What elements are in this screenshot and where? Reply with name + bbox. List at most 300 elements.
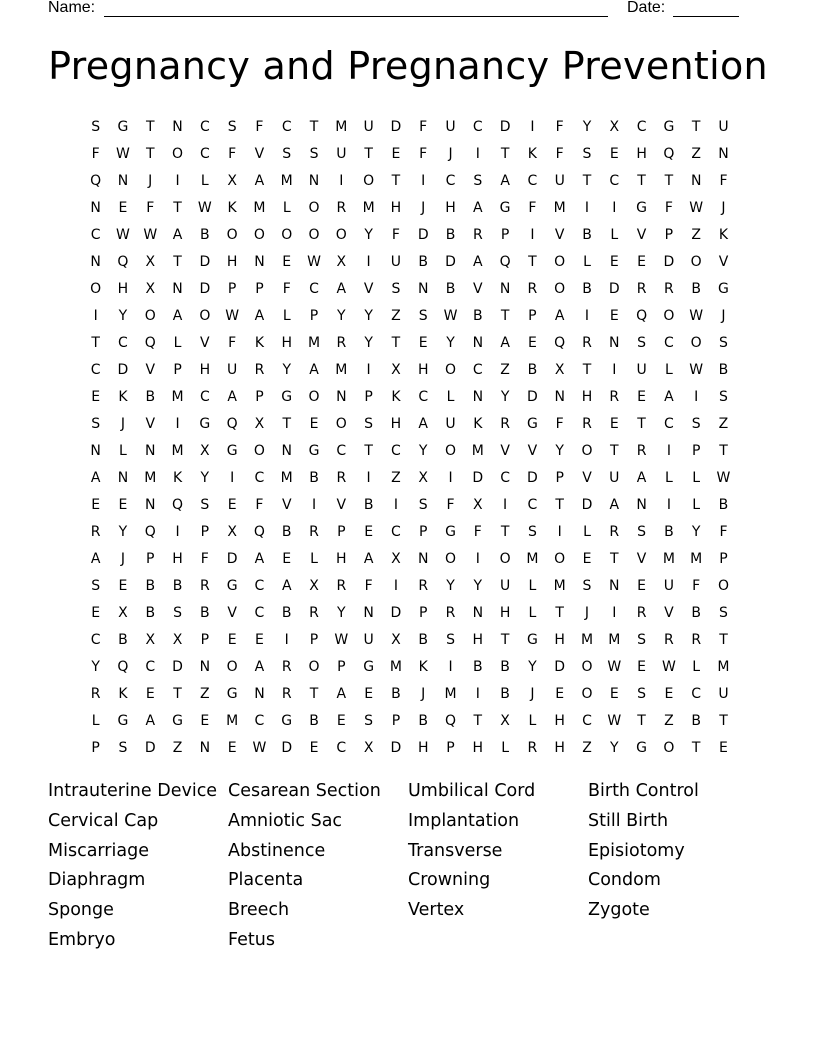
grid-letter: C — [391, 442, 401, 459]
grid-letter: M — [580, 631, 594, 648]
grid-letter: B — [500, 658, 510, 675]
grid-letter: Q — [172, 496, 184, 513]
grid-letter: A — [172, 307, 183, 324]
grid-letter: N — [281, 442, 292, 459]
grid-letter: Q — [226, 415, 238, 432]
grid-letter: L — [610, 226, 619, 243]
grid-letter: T — [145, 118, 155, 135]
grid-letter: V — [254, 145, 265, 162]
grid-letter: C — [309, 280, 319, 297]
grid-letter: E — [582, 550, 592, 567]
grid-letter: T — [719, 631, 728, 648]
grid-letter: U — [554, 172, 565, 189]
grid-letter: X — [145, 253, 156, 270]
grid-letter: V — [554, 226, 565, 243]
grid-letter: I — [366, 361, 371, 378]
grid-letter: R — [664, 631, 674, 648]
grid-letter: U — [636, 361, 647, 378]
grid-letter: S — [446, 631, 455, 648]
grid-letter: Z — [664, 712, 674, 729]
grid-letter: B — [418, 253, 429, 270]
grid-letter: S — [309, 145, 319, 162]
grid-letter: S — [91, 577, 101, 594]
grid-letter: G — [199, 415, 211, 432]
grid-letter: J — [148, 172, 153, 189]
grid-letter: D — [117, 361, 129, 378]
word-list-item: Implantation — [408, 810, 520, 831]
date-blank-line[interactable] — [673, 16, 739, 17]
grid-letter: Y — [473, 577, 483, 594]
grid-letter: D — [608, 280, 620, 297]
grid-letter: C — [254, 469, 265, 486]
grid-letter: M — [253, 199, 266, 216]
grid-letter: P — [255, 280, 264, 297]
grid-letter: N — [472, 388, 484, 405]
grid-letter: C — [254, 712, 265, 729]
grid-letter: T — [173, 253, 182, 270]
grid-letter: R — [527, 739, 538, 756]
grid-letter: E — [637, 577, 647, 594]
grid-letter: G — [445, 523, 456, 540]
grid-letter: R — [472, 226, 483, 243]
grid-letter: B — [418, 631, 429, 648]
grid-letter: M — [690, 550, 703, 567]
grid-letter: G — [363, 658, 375, 675]
grid-letter: H — [117, 280, 129, 297]
grid-letter: P — [719, 550, 728, 567]
grid-letter: F — [364, 577, 373, 594]
grid-letter: G — [117, 712, 129, 729]
grid-letter: N — [199, 739, 211, 756]
grid-letter: T — [500, 307, 510, 324]
grid-letter: F — [555, 145, 564, 162]
grid-letter: F — [255, 118, 264, 135]
grid-letter: D — [226, 550, 238, 567]
grid-letter: O — [172, 145, 184, 162]
grid-letter: I — [584, 199, 590, 216]
grid-letter: R — [445, 604, 456, 621]
grid-letter: L — [200, 172, 209, 189]
grid-letter: K — [227, 199, 237, 216]
word-list-item: Fetus — [228, 929, 275, 950]
grid-letter: P — [173, 361, 182, 378]
grid-letter: X — [145, 631, 156, 648]
grid-letter: D — [199, 253, 211, 270]
grid-letter: K — [118, 685, 128, 702]
grid-letter: G — [308, 442, 320, 459]
grid-letter: W — [716, 469, 731, 486]
grid-letter: B — [473, 307, 483, 324]
grid-letter: Y — [610, 739, 619, 756]
grid-letter: O — [554, 550, 566, 567]
grid-letter: O — [308, 226, 320, 243]
grid-letter: F — [419, 145, 428, 162]
grid-letter: Q — [144, 523, 156, 540]
grid-letter: F — [200, 550, 209, 567]
word-list-item: Cervical Cap — [48, 810, 159, 831]
grid-letter: C — [500, 469, 510, 486]
grid-letter: D — [199, 280, 211, 297]
grid-letter: A — [418, 415, 428, 432]
grid-letter: O — [690, 253, 702, 270]
grid-letter: J — [530, 685, 535, 702]
word-list-item: Zygote — [588, 900, 650, 921]
grid-letter: T — [282, 415, 291, 432]
grid-letter: M — [171, 442, 184, 459]
grid-letter: E — [282, 550, 292, 567]
name-blank-line[interactable] — [104, 16, 608, 17]
grid-letter: L — [528, 577, 537, 594]
grid-letter: S — [173, 604, 182, 621]
grid-letter: R — [609, 523, 620, 540]
grid-letter: P — [555, 469, 564, 486]
grid-letter: B — [145, 604, 156, 621]
grid-letter: V — [636, 550, 647, 567]
grid-letter: I — [175, 523, 180, 540]
grid-letter: B — [418, 712, 429, 729]
grid-letter: E — [719, 739, 728, 756]
grid-letter: U — [363, 631, 374, 648]
grid-letter: D — [499, 118, 511, 135]
grid-letter: O — [253, 226, 265, 243]
grid-letter: G — [718, 280, 729, 297]
grid-letter: F — [555, 118, 564, 135]
grid-letter: V — [363, 280, 374, 297]
grid-letter: P — [309, 631, 319, 648]
grid-letter: I — [584, 307, 590, 324]
grid-letter: Y — [364, 226, 373, 243]
grid-letter: J — [584, 604, 590, 621]
grid-letter: F — [146, 199, 155, 216]
grid-letter: L — [692, 496, 701, 513]
grid-letter: I — [366, 469, 371, 486]
grid-letter: E — [637, 253, 647, 270]
grid-letter: C — [527, 172, 538, 189]
grid-letter: R — [336, 469, 347, 486]
grid-letter: W — [607, 712, 622, 729]
grid-letter: U — [363, 118, 374, 135]
grid-letter: R — [636, 604, 647, 621]
grid-letter: E — [555, 685, 565, 702]
grid-letter: W — [607, 658, 622, 675]
grid-letter: C — [90, 631, 101, 648]
grid-letter: Y — [200, 469, 210, 486]
grid-letter: T — [582, 172, 592, 189]
grid-letter: I — [475, 550, 480, 567]
grid-letter: R — [281, 685, 292, 702]
grid-letter: D — [144, 739, 156, 756]
grid-letter: C — [199, 118, 210, 135]
grid-letter: K — [718, 226, 729, 243]
grid-letter: C — [445, 172, 456, 189]
grid-letter: F — [664, 199, 673, 216]
grid-letter: N — [417, 280, 429, 297]
grid-letter: R — [336, 577, 347, 594]
grid-letter: N — [145, 496, 156, 513]
grid-letter: Q — [663, 145, 675, 162]
grid-letter: I — [366, 253, 371, 270]
grid-letter: Y — [582, 118, 592, 135]
grid-letter: I — [612, 604, 617, 621]
grid-letter: C — [336, 442, 347, 459]
grid-letter: F — [719, 172, 728, 189]
grid-letter: O — [335, 226, 347, 243]
grid-letter: T — [664, 172, 674, 189]
grid-letter: F — [528, 199, 537, 216]
grid-letter: N — [90, 442, 101, 459]
grid-letter: F — [719, 523, 728, 540]
grid-letter: E — [609, 145, 619, 162]
grid-letter: J — [421, 199, 426, 216]
grid-letter: N — [690, 172, 702, 189]
grid-letter: R — [664, 280, 674, 297]
grid-letter: N — [609, 577, 620, 594]
grid-letter: B — [391, 685, 401, 702]
grid-letter: B — [200, 604, 210, 621]
grid-letter: X — [554, 361, 565, 378]
grid-letter: I — [666, 496, 671, 513]
grid-letter: E — [364, 685, 374, 702]
grid-letter: D — [554, 658, 566, 675]
word-list-item: Amniotic Sac — [228, 810, 343, 831]
grid-letter: I — [475, 145, 480, 162]
grid-letter: N — [336, 388, 347, 405]
grid-letter: V — [281, 496, 292, 513]
grid-letter: O — [663, 739, 675, 756]
grid-letter: E — [309, 739, 319, 756]
grid-letter: H — [417, 361, 429, 378]
grid-letter: O — [554, 253, 566, 270]
grid-letter: F — [91, 145, 100, 162]
grid-letter: R — [636, 442, 647, 459]
grid-letter: B — [582, 226, 592, 243]
grid-letter: E — [637, 388, 647, 405]
grid-letter: A — [500, 334, 510, 351]
grid-letter: S — [91, 118, 101, 135]
grid-letter: O — [444, 442, 457, 459]
grid-letter: E — [418, 334, 428, 351]
grid-letter: O — [226, 658, 238, 675]
grid-letter: H — [390, 199, 402, 216]
grid-letter: P — [309, 307, 319, 324]
grid-letter: A — [363, 550, 374, 567]
grid-letter: A — [254, 172, 265, 189]
grid-letter: N — [472, 334, 484, 351]
grid-letter: X — [172, 631, 183, 648]
grid-letter: N — [254, 253, 265, 270]
grid-letter: I — [175, 415, 180, 432]
grid-letter: A — [473, 199, 483, 216]
grid-letter: D — [581, 496, 593, 513]
grid-letter: B — [445, 280, 456, 297]
grid-letter: P — [500, 226, 510, 243]
grid-letter: M — [307, 334, 321, 351]
grid-letter: W — [307, 253, 321, 270]
grid-letter: G — [526, 631, 538, 648]
grid-letter: T — [173, 199, 182, 216]
grid-letter: W — [689, 307, 704, 324]
grid-letter: I — [557, 523, 562, 540]
grid-letter: S — [719, 388, 728, 405]
grid-letter: E — [91, 604, 101, 621]
grid-letter: E — [309, 415, 319, 432]
grid-letter: P — [418, 523, 428, 540]
grid-letter: K — [473, 415, 483, 432]
header-line — [48, 0, 748, 20]
grid-letter: O — [581, 685, 593, 702]
grid-letter: I — [339, 172, 344, 189]
grid-letter: J — [120, 550, 126, 567]
grid-letter: D — [172, 658, 183, 675]
grid-letter: B — [473, 658, 483, 675]
grid-letter: W — [225, 307, 240, 324]
grid-letter: F — [228, 145, 237, 162]
grid-letter: V — [636, 226, 647, 243]
grid-letter: G — [172, 712, 183, 729]
grid-letter: N — [90, 253, 101, 270]
grid-letter: L — [282, 199, 291, 216]
grid-letter: K — [391, 388, 401, 405]
grid-letter: Q — [90, 172, 102, 189]
grid-letter: O — [717, 577, 729, 594]
grid-letter: X — [200, 442, 210, 459]
grid-letter: N — [172, 118, 183, 135]
grid-letter: S — [637, 631, 647, 648]
grid-letter: E — [609, 415, 619, 432]
grid-letter: N — [117, 469, 129, 486]
grid-letter: G — [281, 388, 293, 405]
grid-letter: T — [364, 145, 373, 162]
grid-letter: E — [200, 712, 210, 729]
grid-letter: T — [610, 442, 619, 459]
grid-letter: A — [336, 685, 347, 702]
grid-letter: A — [90, 550, 101, 567]
grid-letter: O — [226, 226, 238, 243]
grid-letter: O — [253, 442, 265, 459]
grid-letter: Y — [282, 361, 291, 378]
grid-letter: P — [337, 523, 346, 540]
grid-letter: Y — [337, 604, 346, 621]
grid-letter: S — [637, 334, 647, 351]
grid-letter: I — [448, 658, 453, 675]
grid-letter: X — [391, 631, 401, 648]
grid-letter: T — [610, 550, 619, 567]
grid-letter: N — [90, 199, 101, 216]
grid-letter: E — [227, 496, 237, 513]
grid-letter: N — [417, 550, 429, 567]
grid-letter: D — [281, 739, 293, 756]
grid-letter: M — [226, 712, 239, 729]
grid-letter: W — [661, 658, 676, 675]
grid-letter: S — [637, 523, 647, 540]
grid-letter: S — [582, 145, 592, 162]
grid-letter: U — [663, 577, 674, 594]
grid-letter: D — [390, 739, 402, 756]
grid-letter: P — [528, 307, 537, 324]
grid-letter: T — [691, 739, 701, 756]
grid-letter: F — [255, 496, 264, 513]
grid-letter: Z — [691, 145, 701, 162]
grid-letter: S — [118, 739, 128, 756]
word-list-item: Episiotomy — [588, 840, 685, 861]
grid-letter: O — [444, 550, 457, 567]
grid-letter: L — [173, 334, 182, 351]
grid-letter: E — [391, 145, 401, 162]
grid-letter: V — [664, 604, 674, 621]
grid-letter: H — [636, 145, 647, 162]
grid-letter: I — [93, 307, 98, 324]
grid-letter: O — [308, 388, 320, 405]
grid-letter: P — [227, 280, 237, 297]
grid-letter: D — [417, 226, 429, 243]
grid-letter: E — [255, 631, 264, 648]
grid-letter: V — [473, 280, 483, 297]
grid-letter: Y — [418, 442, 428, 459]
grid-letter: S — [473, 172, 483, 189]
grid-letter: X — [309, 577, 319, 594]
grid-letter: X — [391, 550, 401, 567]
grid-letter: O — [308, 658, 320, 675]
grid-letter: T — [719, 442, 728, 459]
grid-letter: X — [145, 280, 156, 297]
grid-letter: H — [281, 334, 292, 351]
grid-letter: N — [254, 685, 265, 702]
grid-letter: I — [448, 469, 453, 486]
grid-letter: D — [390, 604, 402, 621]
grid-letter: I — [475, 685, 480, 702]
grid-letter: U — [445, 118, 456, 135]
grid-letter: H — [554, 712, 565, 729]
grid-letter: O — [199, 307, 211, 324]
grid-letter: B — [445, 226, 456, 243]
word-list-item: Transverse — [408, 840, 503, 861]
grid-letter: S — [418, 307, 428, 324]
grid-letter: V — [500, 442, 510, 459]
grid-letter: Y — [691, 523, 701, 540]
grid-letter: H — [445, 199, 456, 216]
grid-letter: K — [118, 388, 128, 405]
grid-letter: S — [691, 415, 701, 432]
grid-letter: D — [527, 388, 538, 405]
grid-letter: X — [118, 604, 128, 621]
grid-letter: A — [554, 307, 565, 324]
grid-letter: T — [637, 172, 646, 189]
grid-letter: Z — [718, 415, 729, 432]
grid-letter: O — [581, 658, 593, 675]
grid-letter: Y — [446, 334, 455, 351]
grid-letter: R — [254, 361, 265, 378]
grid-letter: R — [500, 415, 510, 432]
grid-letter: B — [281, 523, 292, 540]
grid-letter: R — [636, 280, 647, 297]
grid-letter: T — [309, 118, 319, 135]
grid-letter: S — [91, 415, 101, 432]
grid-letter: R — [336, 334, 347, 351]
grid-letter: X — [254, 415, 265, 432]
grid-letter: E — [91, 388, 101, 405]
grid-letter: Z — [582, 739, 592, 756]
grid-letter: R — [582, 415, 592, 432]
grid-letter: C — [118, 334, 128, 351]
word-list-item: Embryo — [48, 929, 116, 950]
grid-letter: M — [335, 361, 348, 378]
grid-letter: Y — [91, 658, 100, 675]
grid-letter: W — [689, 199, 704, 216]
grid-letter: Z — [172, 739, 183, 756]
grid-letter: A — [636, 469, 647, 486]
grid-letter: A — [90, 469, 101, 486]
grid-letter: C — [336, 739, 347, 756]
